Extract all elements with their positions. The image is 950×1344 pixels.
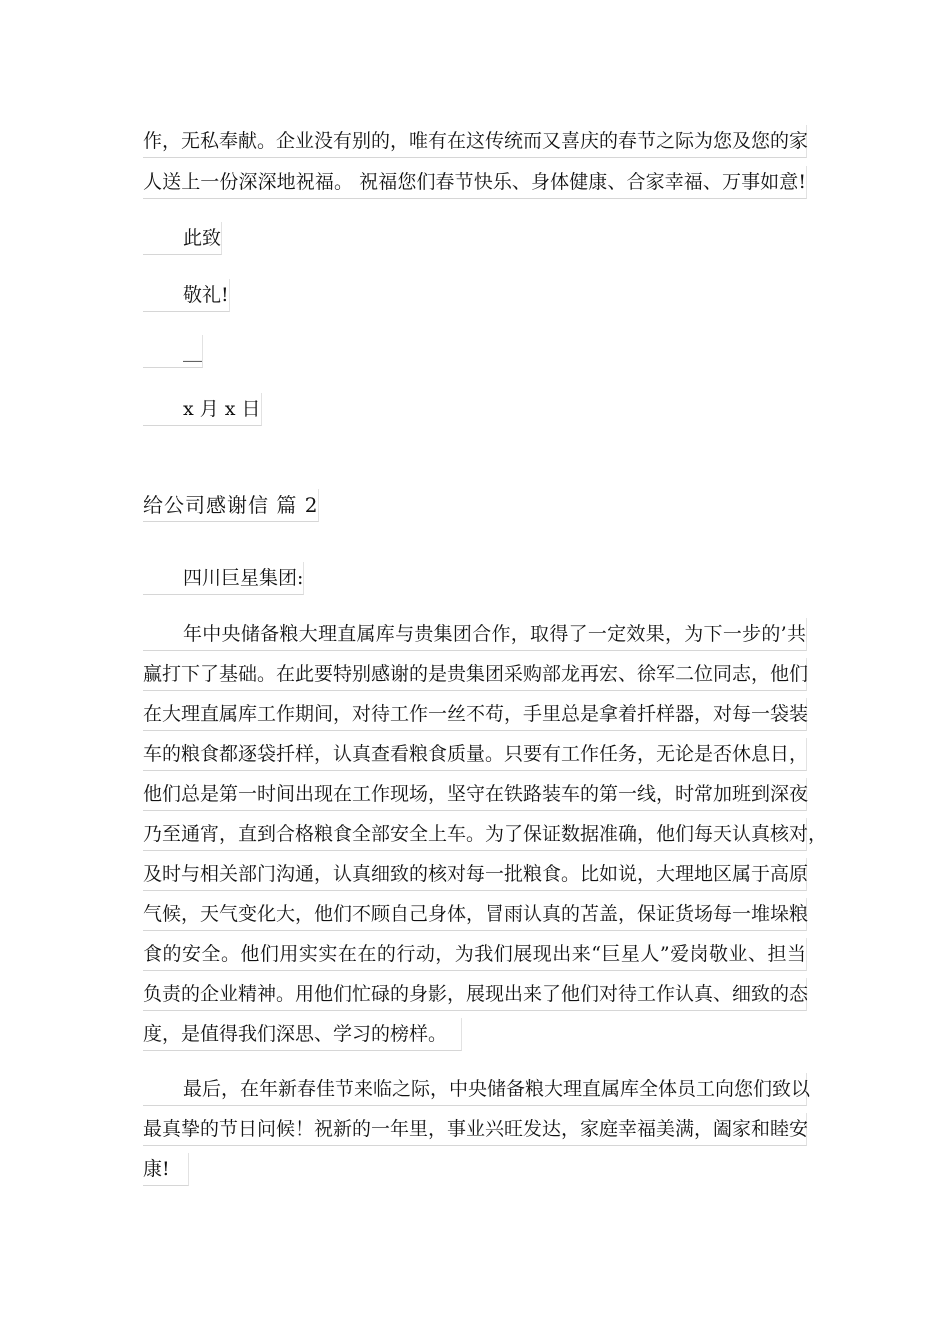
para1-line-11: 度，是值得我们深思、学习的榜样。	[143, 1018, 462, 1051]
letter1-line-2: 人送上一份深深地祝福。 祝福您们春节快乐、身体健康、合家幸福、万事如意!	[143, 166, 807, 199]
addressee: 四川巨星集团:	[143, 562, 304, 595]
para1-line-4: 车的粮食都逐袋扦样，认真查看粮食质量。只要有工作任务，无论是否休息日，	[143, 738, 807, 771]
para2-line-2: 最真挚的节日问候！祝新的一年里，事业兴旺发达，家庭幸福美满，阖家和睦安	[143, 1113, 807, 1146]
para1-line-7: 及时与相关部门沟通，认真细致的核对每一批粮食。比如说，大理地区属于高原	[143, 858, 807, 891]
para1-line-3: 在大理直属库工作期间，对待工作一丝不苟，手里总是拿着扦样器，对每一袋装	[143, 698, 807, 731]
letter1-line-1: 作，无私奉献。企业没有别的，唯有在这传统而又喜庆的春节之际为您及您的家	[143, 125, 807, 158]
para2-line-1: 最后，在年新春佳节来临之际，中央储备粮大理直属库全体员工向您们致以	[143, 1073, 807, 1106]
para1-line-10: 负责的企业精神。用他们忙碌的身影，展现出来了他们对待工作认真、细致的态	[143, 978, 807, 1011]
salute-text: 敬礼!	[143, 279, 230, 312]
para1-line-8: 气候，天气变化大，他们不顾自己身体，冒雨认真的苫盖，保证货场每一堆垛粮	[143, 898, 807, 931]
section-title: 给公司感谢信 篇 2	[143, 489, 319, 522]
para1-line-5: 他们总是第一时间出现在工作现场，坚守在铁路装车的第一线，时常加班到深夜	[143, 778, 807, 811]
para1-line-2: 赢打下了基础。在此要特别感谢的是贵集团采购部龙再宏、徐军二位同志，他们	[143, 658, 807, 691]
para1-line-9: 食的安全。他们用实实在在的行动，为我们展现出来“巨星人”爱岗敬业、担当	[143, 938, 807, 971]
para1-line-6: 乃至通宵，直到合格粮食全部安全上车。为了保证数据准确，他们每天认真核对，	[143, 818, 807, 851]
signature-line: __	[143, 335, 203, 368]
para2-line-3: 康!	[143, 1153, 189, 1186]
para1-line-1: 年中央储备粮大理直属库与贵集团合作，取得了一定效果，为下一步的’共	[143, 618, 807, 651]
date-text: x 月 x 日	[143, 393, 262, 426]
closing-text: 此致	[143, 222, 222, 255]
